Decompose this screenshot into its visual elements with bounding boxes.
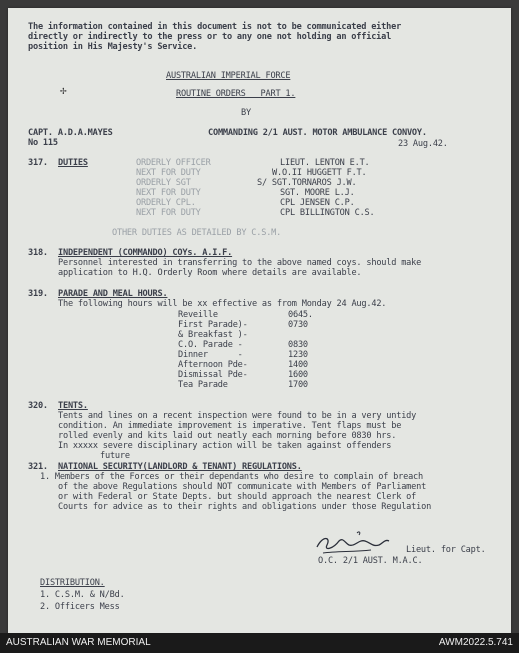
hours-time: 0830 <box>288 340 308 350</box>
section-321-line-3: or with Federal or State Depts. but should approach the nearest Clerk of <box>58 492 417 502</box>
header-line-1: The information contained in this document is not to be communicated either <box>28 22 402 32</box>
header-line-3: position in His Majesty's Service. <box>28 42 198 52</box>
section-320-heading: TENTS. <box>58 401 88 411</box>
officer-right: COMMANDING 2/1 AUST. MOTOR AMBULANCE CONVOY. <box>208 128 427 138</box>
section-319-intro: The following hours will be xx effective as from Monday 24 Aug.42. <box>58 299 387 309</box>
hours-label: C.O. Parade - <box>178 340 243 350</box>
section-320-line-2: condition. An immediate improvement is imperative. Tent flaps must be <box>58 421 402 431</box>
duty-name: SGT. MOORE L.J. <box>280 188 355 198</box>
order-number: No 115 <box>28 138 58 148</box>
section-318-line-2: application to H.Q. Orderly Room where details are available. <box>58 268 362 278</box>
by-label: BY <box>241 108 251 118</box>
duty-role: NEXT FOR DUTY <box>136 188 201 198</box>
duty-role: ORDERLY OFFICER <box>136 158 211 168</box>
distribution-item: 1. C.S.M. & N/Bd. <box>40 590 125 600</box>
section-319-heading: PARADE AND MEAL HOURS. <box>58 289 168 299</box>
document-title: AUSTRALIAN IMPERIAL FORCE <box>166 71 291 81</box>
duty-name: CPL JENSEN C.P. <box>280 198 355 208</box>
hours-label: Tea Parade <box>178 380 228 390</box>
duty-name: CPL BILLINGTON C.S. <box>280 208 375 218</box>
hours-label: Dinner - <box>178 350 243 360</box>
punch-hole-mark: ✢ <box>60 84 67 97</box>
order-date: 23 Aug.42. <box>398 139 448 149</box>
signature-title: Lieut. for Capt. <box>406 545 486 555</box>
hours-time: 1700 <box>288 380 308 390</box>
other-duties-note: OTHER DUTIES AS DETAILED BY C.S.M. <box>112 228 282 238</box>
section-320-line-4: In xxxxx severe disciplinary action will be taken against offenders <box>58 441 392 451</box>
section-318-line-1: Personnel interested in transferring to the above named coys. should make <box>58 258 422 268</box>
handwritten-signature <box>313 527 393 559</box>
distribution-heading: DISTRIBUTION. <box>40 578 105 588</box>
document-subtitle: ROUTINE ORDERS PART 1. <box>176 89 296 99</box>
duty-name: LIEUT. LENTON E.T. <box>280 158 370 168</box>
hours-time: 0645. <box>288 310 313 320</box>
section-317-heading: DUTIES <box>58 158 88 168</box>
section-318-heading: INDEPENDENT (COMMANDO) COYs. A.I.F. <box>58 248 233 258</box>
duty-name: S/ SGT.TORNAROS J.W. <box>257 178 357 188</box>
signature-unit: O.C. 2/1 AUST. M.A.C. <box>318 556 423 566</box>
hours-label: & Breakfast )- <box>178 330 248 340</box>
duty-name: W.O.II HUGGETT F.T. <box>272 168 367 178</box>
section-321-line-4: Courts for advice as to their rights and obligations under those Regulation <box>58 502 432 512</box>
section-317-number: 317. <box>28 158 48 168</box>
duty-role: ORDERLY CPL. <box>136 198 196 208</box>
section-320-line-1: Tents and lines on a recent inspection were found to be in a very untidy <box>58 411 417 421</box>
header-line-2: directly or indirectly to the press or to any one not holding an official <box>28 32 392 42</box>
section-321-line-2: of the above Regulations should NOT communicate with Members of Parliament <box>58 482 427 492</box>
section-321-line-1: 1. Members of the Forces or their dependants who desire to complain of breach <box>40 472 423 482</box>
hours-time: 1230 <box>288 350 308 360</box>
hours-label: Afternoon Pde- <box>178 360 248 370</box>
distribution-item: 2. Officers Mess <box>40 602 120 612</box>
hours-time: 0730 <box>288 320 308 330</box>
duty-role: ORDERLY SGT <box>136 178 191 188</box>
section-321-heading: NATIONAL SECURITY(LANDLORD & TENANT) REGULATIONS. <box>58 462 302 472</box>
section-320-line-3: rolled evenly and kits laid out neatly each morning before 0830 hrs. <box>58 431 397 441</box>
hours-time: 1400 <box>288 360 308 370</box>
section-320-number: 320. <box>28 401 48 411</box>
hours-label: Dismissal Pde- <box>178 370 248 380</box>
hours-time: 1600 <box>288 370 308 380</box>
duty-role: NEXT FOR DUTY <box>136 168 201 178</box>
duty-role: NEXT FOR DUTY <box>136 208 201 218</box>
officer-left: CAPT. A.D.A.MAYES <box>28 128 113 138</box>
footer-accession-number: AWM2022.5.741 <box>438 637 513 648</box>
section-320-line-5: future <box>100 451 130 461</box>
section-321-number: 321. <box>28 462 48 472</box>
hours-label: Reveille <box>178 310 218 320</box>
section-318-number: 318. <box>28 248 48 258</box>
archive-footer <box>0 633 519 653</box>
document-page <box>8 8 511 633</box>
hours-label: First Parade)- <box>178 320 248 330</box>
footer-institution: AUSTRALIAN WAR MEMORIAL <box>6 637 151 648</box>
section-319-number: 319. <box>28 289 48 299</box>
